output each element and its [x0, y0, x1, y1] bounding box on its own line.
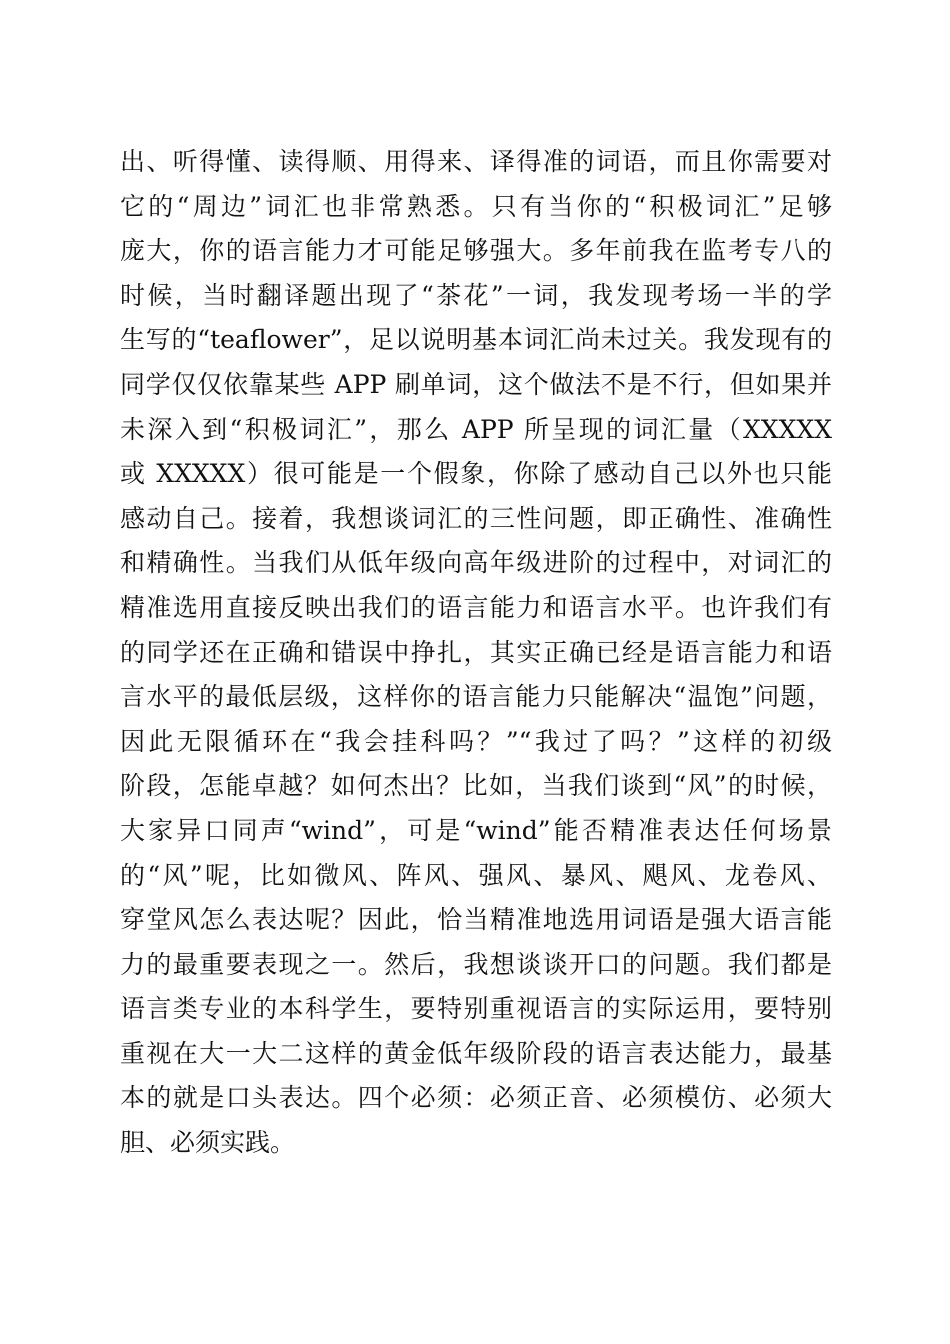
- text-line: 时候，当时翻译题出现了“茶花”一词，我发现考场一半的学: [120, 280, 832, 310]
- text-line: 语言类专业的本科学生，要特别重视语言的实际运用，要特别: [120, 994, 832, 1024]
- text-line: 穿堂风怎么表达呢？因此，恰当精准地选用词语是强大语言能: [120, 905, 832, 935]
- text-line: 力的最重要表现之一。然后，我想谈谈开口的问题。我们都是: [120, 949, 832, 979]
- text-line: 生写的“teaflower”，足以说明基本词汇尚未过关。我发现有的: [120, 325, 832, 355]
- text-line: 未深入到“积极词汇”，那么 APP 所呈现的词汇量（XXXXX: [120, 414, 832, 444]
- text-line: 本的就是口头表达。四个必须：必须正音、必须模仿、必须大: [120, 1083, 832, 1113]
- text-line: 庞大，你的语言能力才可能足够强大。多年前我在监考专八的: [120, 236, 832, 266]
- text-line: 的同学还在正确和错误中挣扎，其实正确已经是语言能力和语: [120, 637, 832, 667]
- text-line: 胆、必须实践。: [120, 1128, 296, 1158]
- text-line: 和精确性。当我们从低年级向高年级进阶的过程中，对词汇的: [120, 548, 832, 578]
- text-line: 或 XXXXX）很可能是一个假象，你除了感动自己以外也只能: [120, 459, 832, 489]
- text-line: 因此无限循环在“我会挂科吗？”“我过了吗？”这样的初级: [120, 726, 832, 756]
- text-line: 的“风”呢，比如微风、阵风、强风、暴风、飓风、龙卷风、: [120, 860, 832, 890]
- text-line: 阶段，怎能卓越？如何杰出？比如，当我们谈到“风”的时候，: [120, 771, 832, 801]
- text-line: 重视在大一大二这样的黄金低年级阶段的语言表达能力，最基: [120, 1038, 832, 1068]
- text-line: 言水平的最低层级，这样你的语言能力只能解决“温饱”问题，: [120, 682, 832, 712]
- text-line: 同学仅仅依靠某些 APP 刷单词，这个做法不是不行，但如果并: [120, 369, 832, 399]
- body-paragraph: [120, 140, 832, 1166]
- text-line: 它的“周边”词汇也非常熟悉。只有当你的“积极词汇”足够: [120, 191, 832, 221]
- text-line: 大家异口同声“wind”，可是“wind”能否精准表达任何场景: [120, 815, 832, 845]
- text-line: 精准选用直接反映出我们的语言能力和语言水平。也许我们有: [120, 592, 832, 622]
- text-line: 出、听得懂、读得顺、用得来、译得准的词语，而且你需要对: [120, 147, 832, 176]
- text-line: 感动自己。接着，我想谈词汇的三性问题，即正确性、准确性: [120, 503, 832, 533]
